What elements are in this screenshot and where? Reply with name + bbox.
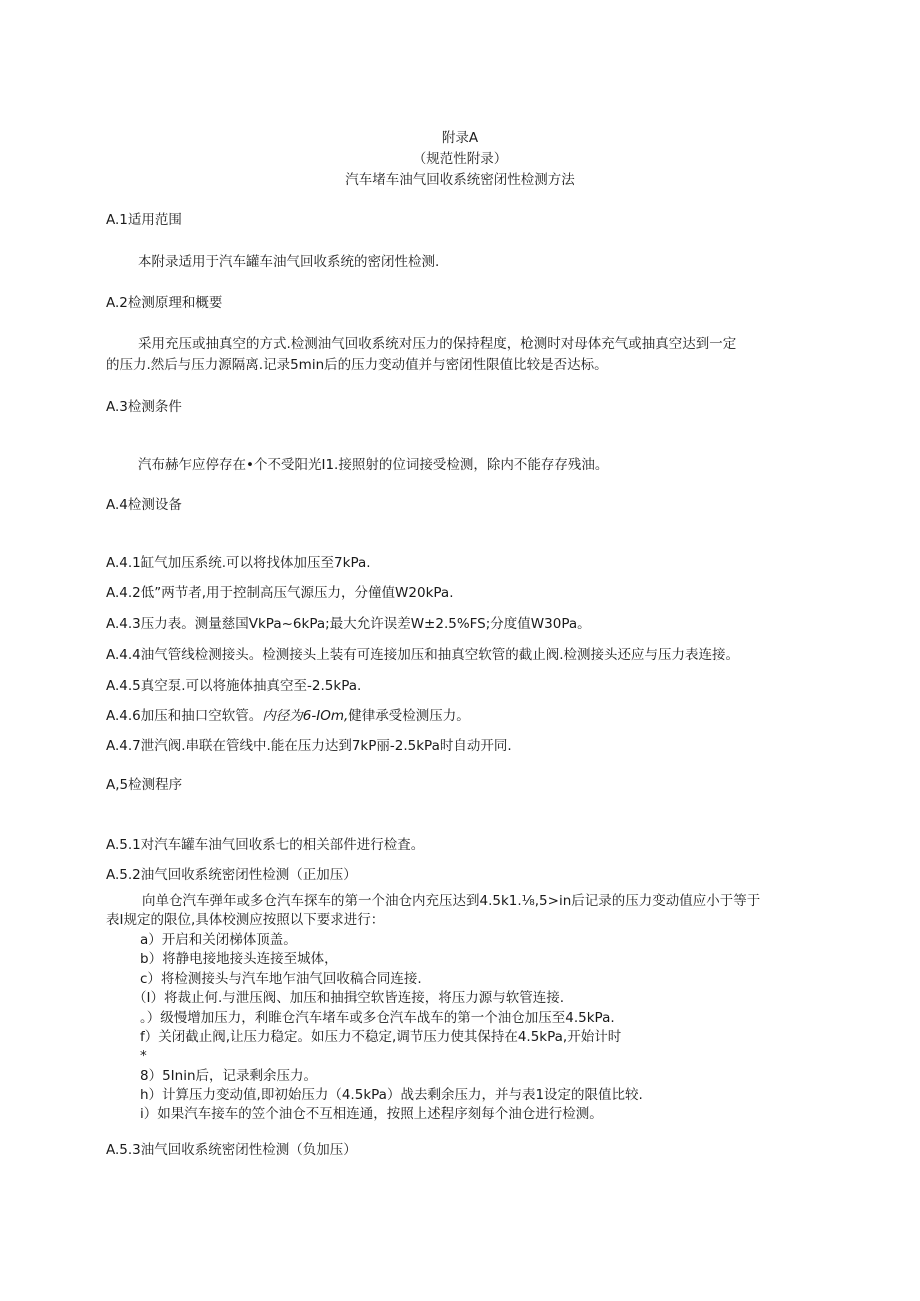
appendix-subtitle: （规范性附录） xyxy=(412,151,508,167)
section-a5-para-line1: 向单仓汽车弹年或多仓汽车探车的第一个油仓内充压达到4.5k1.⅛,5>in后记录的压力变动值应小于等于 xyxy=(142,893,761,909)
section-a1-text: 本附录适用于汽车罐车油气回收系统的密闭性检测. xyxy=(138,254,440,270)
section-a2-line1: 采用充压或抽真空的方式.检测油气回收系统对压力的保持程度，枪测时对母体充气或抽真空达到一定 xyxy=(138,336,737,352)
section-a3-text: 汽布赫乍应停存在•个不受阳光I1.接照射的位词接受检测，除内不能存存残油。 xyxy=(138,457,609,473)
section-a4-item-4: A.4.4油气管线检测接头。检测接头上装有可连接加压和抽真空软管的截止阀.检测接头还应与压力表连接。 xyxy=(106,647,740,663)
section-a3-heading: A.3检测条件 xyxy=(106,399,182,415)
section-a4-item-6-part-b: 内径为6-IOm, xyxy=(262,708,349,724)
section-a4-item-3: A.4.3压力表。测量慈国VkPa~6kPa;最大允许误差W±2.5%FS;分度值W30Pa。 xyxy=(106,616,591,632)
section-a4-item-6 xyxy=(106,706,470,726)
section-a4-item-1: A.4.1缸气加压系统.可以将找体加压至7kPa. xyxy=(106,555,371,571)
section-a5-step-d: （I）将裁止何.与泄压阀、加压和抽揖空软皆连接，将压力源与软管连接. xyxy=(133,990,565,1006)
section-a5-step-f: f）关闭截止阀,让压力稳定。如压力不稳定,调节压力使其保持在4.5kPa,开始计时 xyxy=(140,1029,622,1045)
section-a5-item-3: A.5.3油气回收系统密闭性检测（负加压） xyxy=(106,1142,357,1158)
section-a4-item-2: A.4.2低”两节者,用于控制高压气源压力，分僮值W20kPa. xyxy=(106,585,454,601)
document-title: 汽车堵车油气回收系统密闭性检测方法 xyxy=(345,172,575,188)
section-a5-step-b: b）将静电接地接头连接至城体， xyxy=(140,951,338,967)
section-a5-item-2: A.5.2油气回收系统密闭性检测（正加压） xyxy=(106,867,357,883)
section-a4-item-7: A.4.7泄汽阀.串联在管线中.能在压力达到7kP丽-2.5kPa时自动开同. xyxy=(106,738,512,754)
section-a5-heading: A,5检测程序 xyxy=(106,777,183,793)
section-a4-heading: A.4检测设备 xyxy=(106,497,182,513)
section-a1-heading: A.1适用范围 xyxy=(106,212,182,228)
section-a5-step-g: 8）5Inin后，记录剩余压力。 xyxy=(140,1068,318,1084)
section-a5-step-asterisk: * xyxy=(140,1048,147,1064)
section-a5-step-a: a）开启和关闭梯体顶盖。 xyxy=(140,932,297,948)
section-a2-heading: A.2检测原理和概要 xyxy=(106,295,223,311)
section-a5-item-1: A.5.1对汽车罐车油气回收系七的相关部件进行检査。 xyxy=(106,837,425,853)
section-a4-item-6-part-c: 健律承受检测压力。 xyxy=(348,708,470,724)
section-a5-para-line2: 表I规定的限位,具体校测应按照以下要求进行： xyxy=(106,912,385,928)
section-a5-step-h: h）计算压力变动值,即初始压力（4.5kPa）战去剩余压力，并与表1设定的限值比较. xyxy=(140,1087,643,1103)
section-a2-line2: 的压力.然后与压力源隔离.记录5min后的压力变动值并与密闭性限值比较是否达标。 xyxy=(106,357,608,373)
section-a5-step-c: c）将检测接头与汽车地乍油气回收稿合同连接. xyxy=(140,971,422,987)
section-a4-item-6-part-a: A.4.6加压和抽口空软管。 xyxy=(106,708,263,724)
section-a5-step-e: 。）级慢增加压力，利睢仓汽车堵车或多仓汽车战车的第一个油仓加压至4.5kPa. xyxy=(140,1010,615,1026)
appendix-title: 附录A xyxy=(441,130,479,146)
section-a4-item-5: A.4.5真空泵.可以将施体抽真空至-2.5kPa. xyxy=(106,678,362,694)
section-a5-step-i: i）如果汽车接车的笠个油仓不互相连通，按照上述程序刻每个油仓进行检测。 xyxy=(140,1106,603,1122)
